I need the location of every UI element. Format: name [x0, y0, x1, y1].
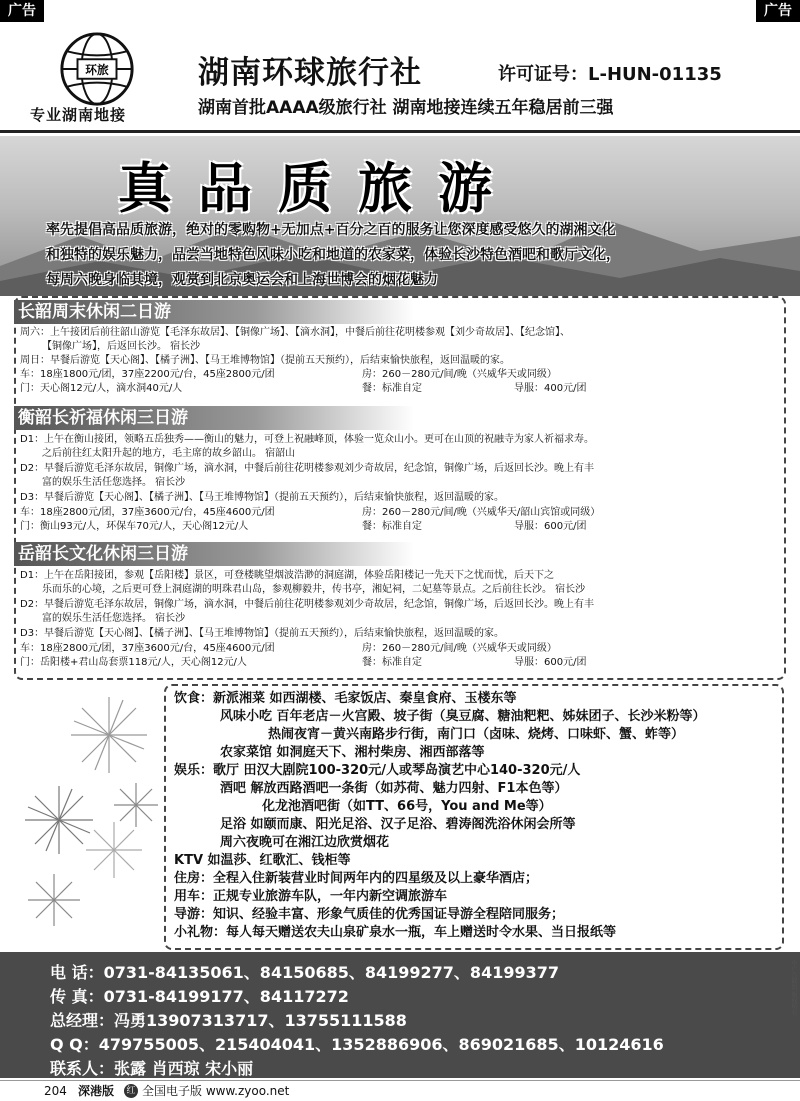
fireworks-decoration [14, 690, 164, 950]
contact-people: 联系人：张露 肖西琼 宋小丽 [50, 1059, 254, 1078]
route-line: 周日：早餐后游览【天心阁】、【橘子洲】、【马王堆博物馆】（提前五天预约），后结束愉快旅程，返回温暖的家。 [20, 355, 510, 366]
info-line-gift: 小礼物：每人每天赠送农夫山泉矿泉水一瓶，车上赠送时令水果、当日报纸等 [174, 925, 617, 940]
info-line-bar: 酒吧 解放西路酒吧一条街（如苏荷、魅力四射、F1本色等） [220, 781, 568, 796]
route-title: 长韶周末休闲二日游 [14, 300, 414, 324]
info-line-fireworks: 周六夜晚可在湘江边欣赏烟花 [220, 835, 390, 850]
ad-label-left: 广告 [0, 0, 44, 22]
site-link[interactable]: 全国电子版 www.zyoo.net [142, 1084, 290, 1098]
route-bus: 车：18座2800元/团，37座3600元/台，45座4600元/团 [20, 643, 275, 654]
route-title: 岳韶长文化休闲三日游 [14, 542, 414, 566]
info-line-snacks: 风味小吃 百年老店－火宫殿、坡子街（臭豆腐、糖油粑粑、姊妹团子、长沙米粉等） [220, 709, 706, 724]
route-line: D2：早餐后游览毛泽东故居，铜像广场，滴水洞，中餐后前往花明楼参观刘少奇故居，纪念馆，铜像广场，后返回长沙。晚上有丰 [20, 463, 595, 474]
header [0, 0, 800, 133]
route-guide-fee: 导服：600元/团 [514, 657, 587, 668]
contact-fax: 传 真：0731-84199177、84117272 [50, 987, 349, 1006]
info-line-hotel: 住房：全程入住新装营业时间两年内的四星级及以上豪华酒店； [174, 871, 539, 886]
hero-title: 真品质旅游 [118, 156, 518, 220]
contact-qq: Q Q：479755005、215404041、1352886906、869021685、10124616 [50, 1035, 664, 1054]
footer [0, 1080, 800, 1100]
route-bus: 车：18座1800元/团，37座2200元/台，45座2800元/团 [20, 369, 275, 380]
intro-line: 率先提倡高品质旅游，绝对的零购物+无加点+百分之百的服务让您深度感受悠久的湖湘文化 [46, 222, 616, 238]
info-line-vehicle: 用车：正规专业旅游车队，一年内新空调旅游车 [174, 889, 448, 904]
info-line-bar-street: 化龙池酒吧街（如TT、66号，You and Me等） [262, 799, 552, 814]
info-line-guide: 导游：知识、经验丰富、形象气质佳的优秀国证导游全程陪同服务； [174, 907, 565, 922]
route-line: D1：上午在岳阳接团，参观【岳阳楼】景区，可登楼眺望烟波浩渺的洞庭湖，体验岳阳楼记一先天下之忧而忧，后天下之 [20, 570, 555, 581]
info-line-farm: 农家菜馆 如洞庭天下、湘村柴房、湘西部落等 [220, 745, 485, 760]
intro-line: 和独特的娱乐魅力，品尝当地特色风味小吃和地道的农家菜，体验长沙特色酒吧和歌厅文化， [46, 247, 620, 263]
contact-panel [0, 952, 800, 1078]
info-line-ktv: KTV 如温莎、红歌汇、钱柜等 [174, 853, 351, 868]
intro-line: 每周六晚身临其境，观赏到北京奥运会和上海世博会的烟花魅力 [46, 272, 438, 288]
route-ticket: 门：衡山93元/人，环保车70元/人，天心阁12元/人 [20, 521, 249, 532]
route-line: D1：上午在衡山接团，领略五岳独秀——衡山的魅力，可登上祝融峰顶，体验一览众山小。更可在山顶的祝融寺为家人祈福求寿。 [20, 434, 595, 445]
route-line: 周六：上午接团后前往韶山游览【毛泽东故居】、【铜像广场】、【滴水洞】，中餐后前往花明楼参观【刘少奇故居】、【纪念馆】、 [20, 327, 570, 338]
route-line: 之后前往红太阳升起的地方，毛主席的故乡韶山。 宿韶山 [42, 448, 296, 459]
route-ticket: 门：天心阁12元/人，滴水洞40元/人 [20, 383, 183, 394]
route-line: D3：早餐后游览【天心阁】、【橘子洲】、【马王堆博物馆】（提前五天预约），后结束愉快旅程，返回温暖的家。 [20, 492, 505, 503]
page-number: 204 [44, 1084, 67, 1098]
contact-phone: 电 话：0731-84135061、84150685、84199277、84199377 [50, 963, 559, 982]
company-name: 湖南环球旅行社 [198, 55, 422, 91]
slogan: 专业湖南地接 [30, 106, 127, 124]
tagline: 湖南首批AAAA级旅行社 湖南地接连续五年稳居前三强 [198, 98, 614, 118]
hero-banner [0, 136, 800, 296]
route-meal: 餐：标准自定 [362, 521, 422, 532]
route-line: 乐而乐的心境，之后更可登上洞庭湖的明珠君山岛，参观柳毅井，传书亭，湘妃祠，二妃墓等景点。之后前往长沙。 宿长沙 [42, 584, 586, 595]
route-ticket: 门：岳阳楼+君山岛套票118元/人，天心阁12元/人 [20, 657, 247, 668]
info-line-entertainment: 娱乐：歌厅 田汉大剧院100-320元/人或琴岛演艺中心140-320元/人 [174, 763, 581, 778]
route-line: D3：早餐后游览【天心阁】、【橘子洲】、【马王堆博物馆】（提前五天预约），后结束愉快旅程，返回温暖的家。 [20, 628, 505, 639]
info-line-foot-spa: 足浴 如颐而康、阳光足浴、汉子足浴、碧涛阁洗浴休闲会所等 [220, 817, 576, 832]
route-meal: 餐：标准自定 [362, 657, 422, 668]
route-line: D2：早餐后游览毛泽东故居，铜像广场，滴水洞，中餐后前往花明楼参观刘少奇故居，纪念馆，铜像广场，后返回长沙。晚上有丰 [20, 599, 595, 610]
route-room: 房：260－280元/间/晚（兴威华天/韶山宾馆或同级） [362, 507, 601, 518]
route-title: 衡韶长祈福休闲三日游 [14, 406, 414, 430]
info-line-night-snacks: 热闹夜宵－黄兴南路步行街，南门口（卤味、烧烤、口味虾、蟹、蚱等） [268, 727, 685, 742]
logo-text: 环旅 [85, 62, 109, 77]
route-meal: 餐：标准自定 [362, 383, 422, 394]
globe-logo-icon [58, 30, 136, 108]
route-line: 富的娱乐生活任您选择。 宿长沙 [42, 613, 186, 624]
edition-label: 深港版 [78, 1084, 115, 1098]
route-room: 房：260－280元/间/晚（兴威华天或同级） [362, 369, 557, 380]
route-guide-fee: 导服：600元/团 [514, 521, 587, 532]
side-note: 中广告联盟 版权所有 [790, 960, 797, 1016]
brand-mark-icon: 红 [124, 1084, 138, 1098]
contact-manager: 总经理：冯勇13907313717、13755111588 [50, 1011, 407, 1030]
route-bus: 车：18座2800元/团，37座3600元/台，45座4600元/团 [20, 507, 275, 518]
route-line: 【铜像广场】，后返回长沙。 宿长沙 [42, 341, 201, 352]
info-line-food: 饮食：新派湘菜 如西湖楼、毛家饭店、秦皇食府、玉楼东等 [174, 691, 517, 706]
route-room: 房：260－280元/间/晚（兴威华天或同级） [362, 643, 557, 654]
hero-intro [46, 218, 786, 293]
ad-label-right: 广告 [756, 0, 800, 22]
route-guide-fee: 导服：400元/团 [514, 383, 587, 394]
license-number: 许可证号：L-HUN-01135 [498, 64, 722, 85]
route-line: 富的娱乐生活任您选择。 宿长沙 [42, 477, 186, 488]
